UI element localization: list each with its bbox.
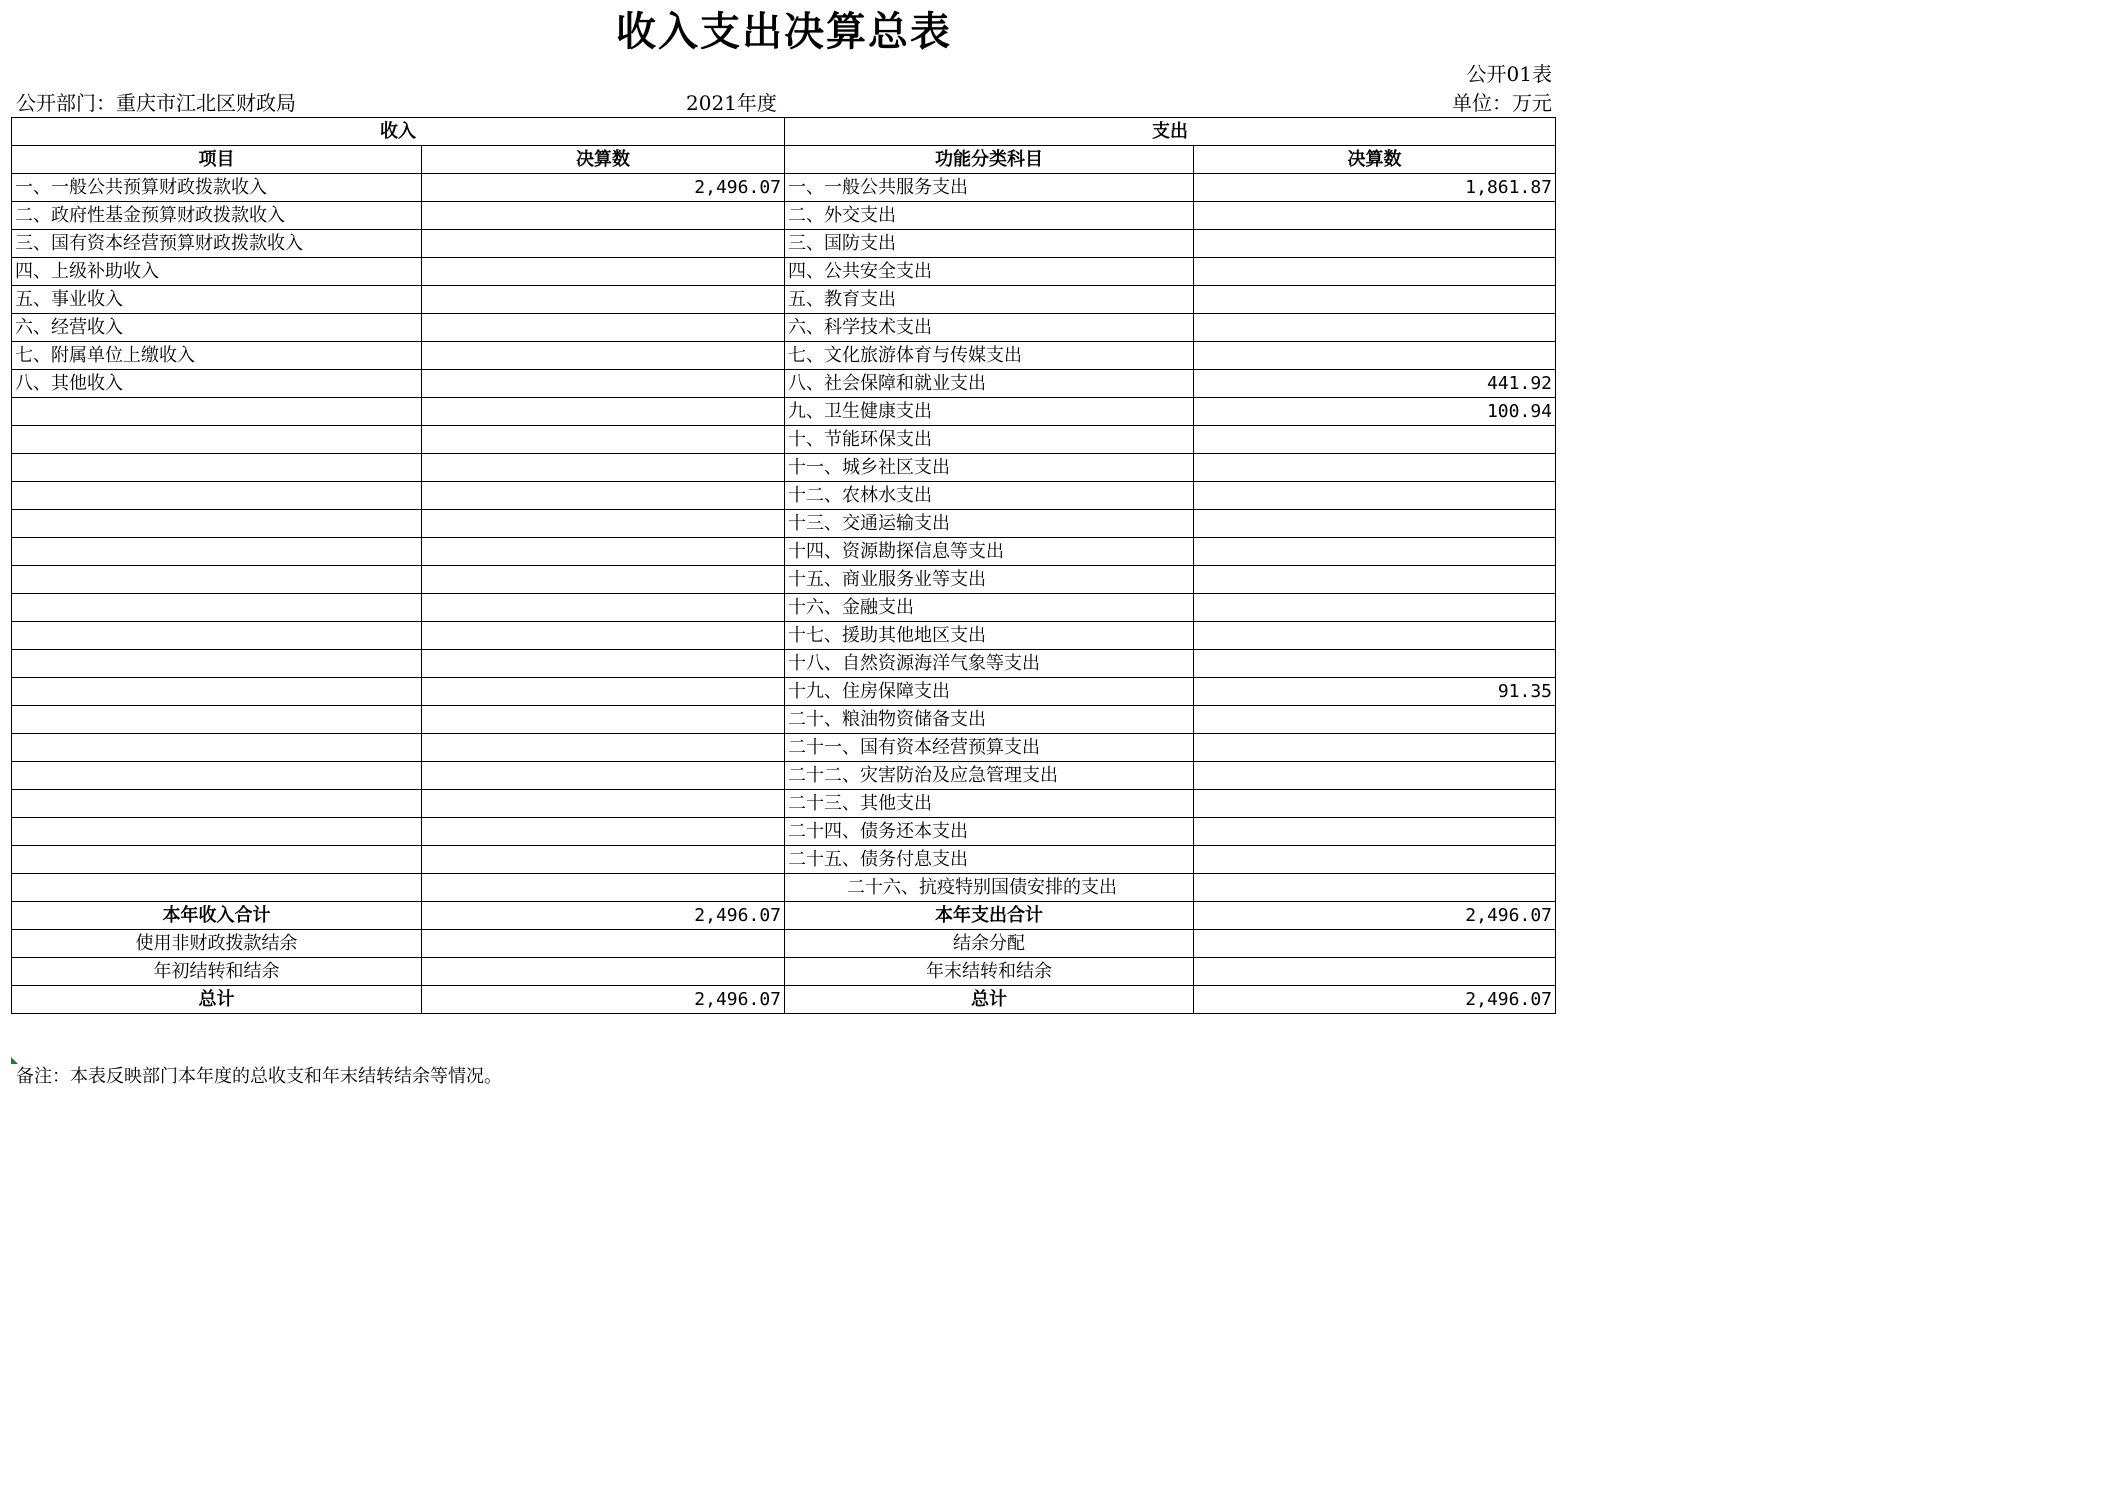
grand-total-expense-value: 2,496.07 [1194,986,1556,1014]
income-amount-cell [422,370,785,398]
expense-item-cell: 二十一、国有资本经营预算支出 [785,734,1194,762]
unit-label: 单位：万元 [1452,91,1552,115]
expense-item-cell: 二十六、抗疫特别国债安排的支出 [785,874,1194,902]
expense-amount-cell: 91.35 [1194,678,1556,706]
column-header-row [12,146,1556,174]
grand-total-income-label: 总计 [12,986,422,1014]
income-amount-cell [422,790,785,818]
income-item-cell [12,482,422,510]
expense-amount-cell [1194,650,1556,678]
expense-amount-cell [1194,566,1556,594]
ending-carryover-label: 年末结转和结余 [785,958,1194,986]
income-amount-cell [422,706,785,734]
table-row [12,314,1556,342]
surplus-distribution-value [1194,930,1556,958]
income-item-cell [12,622,422,650]
expense-amount-cell [1194,790,1556,818]
expense-amount-cell [1194,846,1556,874]
expense-amount-cell: 1,861.87 [1194,174,1556,202]
income-amount-cell: 2,496.07 [422,174,785,202]
income-item-cell [12,846,422,874]
expense-item-cell: 十八、自然资源海洋气象等支出 [785,650,1194,678]
income-amount-cell [422,622,785,650]
table-row [12,342,1556,370]
expense-item-cell: 九、卫生健康支出 [785,398,1194,426]
expense-amount-cell [1194,622,1556,650]
expense-item-cell: 二、外交支出 [785,202,1194,230]
grand-total-income-value: 2,496.07 [422,986,785,1014]
expense-amount-cell [1194,202,1556,230]
table-row [12,566,1556,594]
expense-amount-cell [1194,538,1556,566]
income-amount-cell [422,762,785,790]
table-row [12,482,1556,510]
income-amount-cell [422,510,785,538]
beginning-carryover-label: 年初结转和结余 [12,958,422,986]
income-amount-cell [422,342,785,370]
expense-total-value: 2,496.07 [1194,902,1556,930]
table-row [12,650,1556,678]
ending-carryover-value [1194,958,1556,986]
table-row [12,818,1556,846]
expense-item-cell: 四、公共安全支出 [785,258,1194,286]
table-row [12,594,1556,622]
income-amount-cell [422,286,785,314]
nonfiscal-row [12,930,1556,958]
item-column-header: 项目 [12,146,422,174]
income-amount-cell [422,818,785,846]
surplus-distribution-label: 结余分配 [785,930,1194,958]
expense-item-cell: 二十三、其他支出 [785,790,1194,818]
income-item-cell [12,706,422,734]
grand-total-row [12,986,1556,1014]
income-amount-cell [422,538,785,566]
income-total-row [12,902,1556,930]
table-row [12,622,1556,650]
income-amount-cell [422,230,785,258]
income-item-cell [12,734,422,762]
income-item-cell [12,650,422,678]
table-row [12,874,1556,902]
expense-item-cell: 三、国防支出 [785,230,1194,258]
expense-amount-cell [1194,874,1556,902]
income-item-cell [12,790,422,818]
expense-amount-cell: 100.94 [1194,398,1556,426]
expense-amount-cell [1194,482,1556,510]
expense-amount-cell [1194,510,1556,538]
function-category-column-header: 功能分类科目 [785,146,1194,174]
expense-item-cell: 十一、城乡社区支出 [785,454,1194,482]
income-amount-cell [422,426,785,454]
income-item-cell: 二、政府性基金预算财政拨款收入 [12,202,422,230]
expense-amount-cell [1194,594,1556,622]
expense-amount-cell [1194,314,1556,342]
carryover-row [12,958,1556,986]
income-amount-column-header: 决算数 [422,146,785,174]
expense-amount-cell [1194,342,1556,370]
table-row [12,538,1556,566]
income-item-cell [12,874,422,902]
expense-item-cell: 五、教育支出 [785,286,1194,314]
income-amount-cell [422,678,785,706]
expense-amount-cell [1194,818,1556,846]
income-item-cell [12,818,422,846]
table-row [12,370,1556,398]
income-amount-cell [422,454,785,482]
expense-item-cell: 二十、粮油物资储备支出 [785,706,1194,734]
expense-item-cell: 七、文化旅游体育与传媒支出 [785,342,1194,370]
income-amount-cell [422,202,785,230]
table-row [12,734,1556,762]
income-amount-cell [422,398,785,426]
expense-item-cell: 十、节能环保支出 [785,426,1194,454]
table-row [12,762,1556,790]
expense-item-cell: 一、一般公共服务支出 [785,174,1194,202]
year-label: 2021年度 [686,91,777,115]
income-item-cell [12,538,422,566]
expense-amount-cell [1194,258,1556,286]
table-row [12,846,1556,874]
table-row [12,706,1556,734]
income-amount-cell [422,846,785,874]
income-item-cell: 五、事业收入 [12,286,422,314]
cell-marker-icon [11,1057,18,1064]
expense-amount-column-header: 决算数 [1194,146,1556,174]
table-row [12,230,1556,258]
table-row [12,258,1556,286]
expense-item-cell: 十五、商业服务业等支出 [785,566,1194,594]
income-item-cell [12,510,422,538]
income-item-cell [12,566,422,594]
table-row [12,510,1556,538]
expense-item-cell: 十九、住房保障支出 [785,678,1194,706]
income-amount-cell [422,482,785,510]
income-amount-cell [422,566,785,594]
income-amount-cell [422,874,785,902]
income-item-cell: 六、经营收入 [12,314,422,342]
expense-item-cell: 十三、交通运输支出 [785,510,1194,538]
table-row [12,398,1556,426]
income-total-value: 2,496.07 [422,902,785,930]
income-total-label: 本年收入合计 [12,902,422,930]
income-amount-cell [422,314,785,342]
income-item-cell: 一、一般公共预算财政拨款收入 [12,174,422,202]
income-item-cell: 八、其他收入 [12,370,422,398]
table-row [12,678,1556,706]
income-item-cell [12,678,422,706]
income-amount-cell [422,650,785,678]
section-header-row [12,118,1556,146]
expense-item-cell: 六、科学技术支出 [785,314,1194,342]
income-amount-cell [422,258,785,286]
table-row [12,202,1556,230]
nonfiscal-label: 使用非财政拨款结余 [12,930,422,958]
expense-section-header: 支出 [785,118,1556,146]
income-item-cell [12,594,422,622]
beginning-carryover-value [422,958,785,986]
form-number: 公开01表 [1466,62,1552,86]
income-item-cell [12,762,422,790]
income-item-cell [12,398,422,426]
income-section-header: 收入 [12,118,785,146]
expense-item-cell: 十四、资源勘探信息等支出 [785,538,1194,566]
budget-table [11,117,1556,1014]
expense-amount-cell: 441.92 [1194,370,1556,398]
expense-amount-cell [1194,734,1556,762]
expense-amount-cell [1194,706,1556,734]
nonfiscal-value [422,930,785,958]
expense-amount-cell [1194,762,1556,790]
table-row [12,174,1556,202]
department-label: 公开部门：重庆市江北区财政局 [16,91,296,115]
table-row [12,286,1556,314]
income-amount-cell [422,594,785,622]
expense-item-cell: 二十四、债务还本支出 [785,818,1194,846]
expense-amount-cell [1194,286,1556,314]
income-item-cell: 三、国有资本经营预算财政拨款收入 [12,230,422,258]
income-item-cell: 七、附属单位上缴收入 [12,342,422,370]
income-item-cell: 四、上级补助收入 [12,258,422,286]
table-row [12,426,1556,454]
expense-amount-cell [1194,454,1556,482]
income-item-cell [12,454,422,482]
expense-item-cell: 十六、金融支出 [785,594,1194,622]
table-row [12,454,1556,482]
expense-total-label: 本年支出合计 [785,902,1194,930]
grand-total-expense-label: 总计 [785,986,1194,1014]
expense-item-cell: 二十五、债务付息支出 [785,846,1194,874]
expense-item-cell: 八、社会保障和就业支出 [785,370,1194,398]
page-title: 收入支出决算总表 [616,9,952,55]
income-item-cell [12,426,422,454]
table-row [12,790,1556,818]
expense-item-cell: 二十二、灾害防治及应急管理支出 [785,762,1194,790]
expense-amount-cell [1194,230,1556,258]
expense-item-cell: 十二、农林水支出 [785,482,1194,510]
expense-amount-cell [1194,426,1556,454]
footnote: 备注：本表反映部门本年度的总收支和年末结转结余等情况。 [16,1066,502,1087]
expense-item-cell: 十七、援助其他地区支出 [785,622,1194,650]
income-amount-cell [422,734,785,762]
